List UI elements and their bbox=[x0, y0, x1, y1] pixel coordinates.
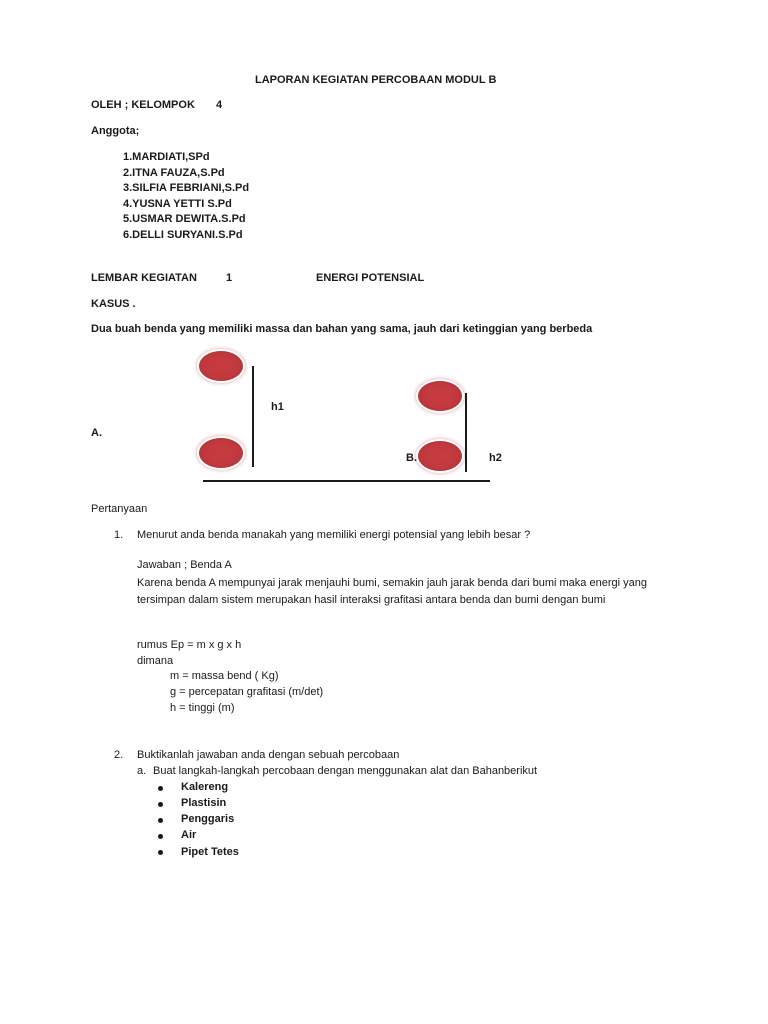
case-text: Dua buah benda yang memiliki massa dan bahan yang sama, jauh dari ketinggian yang berbeda bbox=[91, 323, 593, 335]
formula: rumus Ep = m x g x h bbox=[137, 639, 242, 651]
worksheet-topic: ENERGI POTENSIAL bbox=[316, 272, 425, 284]
bullet-icon bbox=[158, 850, 163, 855]
q1-text: Menurut anda benda manakah yang memiliki energi potensial yang lebih besar ? bbox=[137, 529, 531, 541]
material-item: Penggaris bbox=[181, 813, 235, 825]
q2-sub-label: a. bbox=[137, 765, 147, 777]
q2-number: 2. bbox=[114, 749, 124, 761]
questions-heading: Pertanyaan bbox=[91, 503, 148, 515]
member-item: 4.YUSNA YETTI S.Pd bbox=[123, 198, 232, 210]
height-line-h2 bbox=[465, 393, 467, 472]
q2-sub-text: Buat langkah-langkah percobaan dengan menggunakan alat dan Bahanberikut bbox=[153, 765, 538, 777]
member-item: 3.SILFIA FEBRIANI,S.Pd bbox=[123, 182, 250, 194]
label-a: A. bbox=[91, 427, 102, 439]
bullet-icon bbox=[158, 834, 163, 839]
material-item: Kalereng bbox=[181, 781, 229, 793]
ball-b-top bbox=[418, 381, 462, 411]
members-heading: Anggota; bbox=[91, 125, 140, 137]
q1-answer: Jawaban ; Benda A bbox=[137, 559, 232, 571]
bullet-icon bbox=[158, 802, 163, 807]
bullet-icon bbox=[158, 786, 163, 791]
formula-var: m = massa bend ( Kg) bbox=[170, 670, 279, 682]
case-label: KASUS . bbox=[91, 298, 136, 310]
label-h2: h2 bbox=[489, 452, 502, 464]
q1-number: 1. bbox=[114, 529, 124, 541]
q1-explanation: Karena benda A mempunyai jarak menjauhi bumi, semakin jauh jarak benda dari bumi maka energi yang tersimpan dalam sistem merupakan hasil interaksi grafitasi antara benda dan bumi dengan bumi bbox=[137, 577, 647, 606]
material-item: Pipet Tetes bbox=[181, 846, 239, 858]
member-item: 6.DELLI SURYANI.S.Pd bbox=[123, 229, 243, 241]
q2-text: Buktikanlah jawaban anda dengan sebuah percobaan bbox=[137, 749, 400, 761]
group-label: OLEH ; KELOMPOK bbox=[91, 99, 195, 111]
height-line-h1 bbox=[252, 366, 254, 467]
ball-a-top bbox=[199, 351, 243, 381]
ground-line bbox=[203, 480, 490, 482]
worksheet-number: 1 bbox=[226, 272, 233, 284]
bullet-icon bbox=[158, 818, 163, 823]
worksheet-label: LEMBAR KEGIATAN bbox=[91, 272, 197, 284]
document-title: LAPORAN KEGIATAN PERCOBAAN MODUL B bbox=[255, 74, 497, 86]
material-item: Plastisin bbox=[181, 797, 227, 809]
ball-b-bottom bbox=[418, 441, 462, 471]
material-item: Air bbox=[181, 829, 197, 841]
member-item: 2.ITNA FAUZA,S.Pd bbox=[123, 167, 225, 179]
label-h1: h1 bbox=[271, 401, 284, 413]
ball-a-bottom bbox=[199, 438, 243, 468]
member-item: 5.USMAR DEWITA.S.Pd bbox=[123, 213, 246, 225]
formula-var: g = percepatan grafitasi (m/det) bbox=[170, 686, 324, 698]
label-b: B. bbox=[406, 452, 417, 464]
formula-where: dimana bbox=[137, 655, 174, 667]
formula-var: h = tinggi (m) bbox=[170, 702, 235, 714]
group-number: 4 bbox=[216, 99, 223, 111]
member-item: 1.MARDIATI,SPd bbox=[123, 151, 210, 163]
